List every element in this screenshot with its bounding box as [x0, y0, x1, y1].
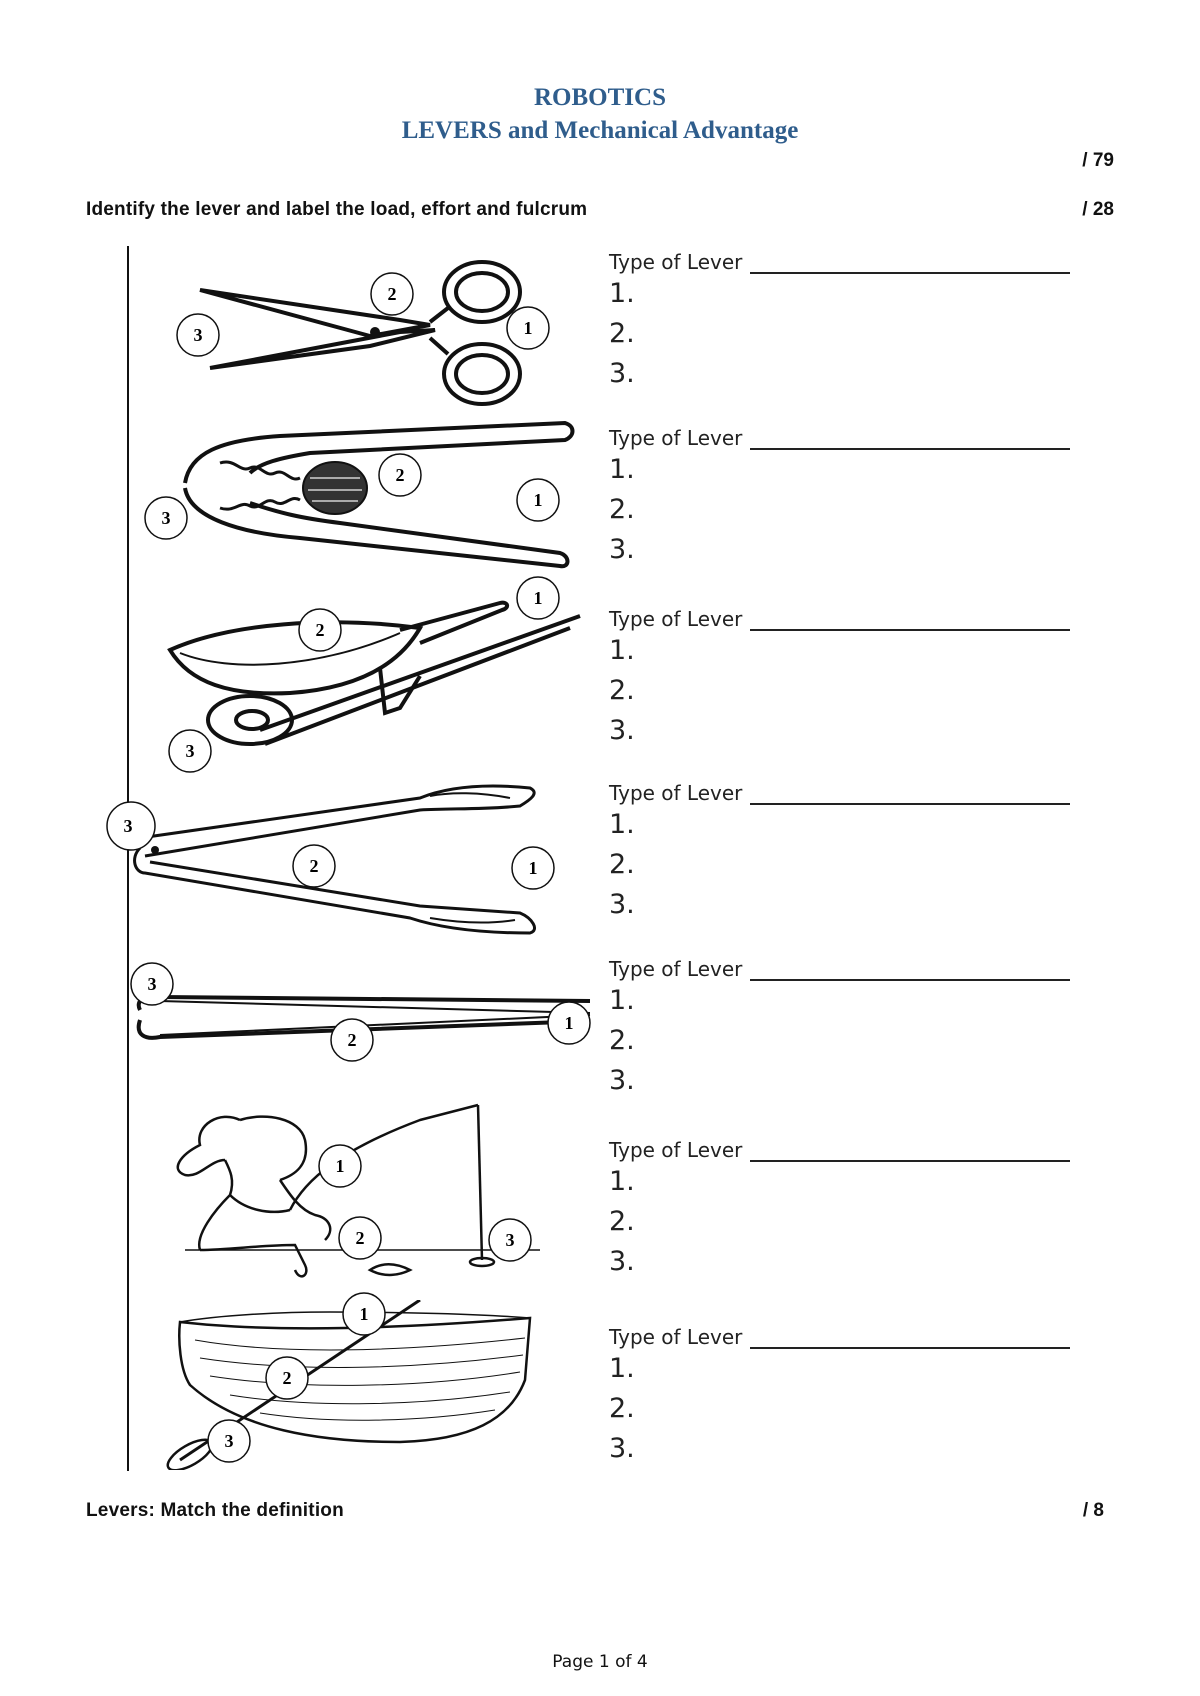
- answer-2[interactable]: 2.: [609, 849, 635, 880]
- total-score: / 79: [1082, 150, 1114, 171]
- answer-3[interactable]: 3.: [609, 1065, 635, 1096]
- answer-1[interactable]: 1.: [609, 985, 635, 1016]
- type-of-lever-blank[interactable]: [750, 1329, 1070, 1349]
- svg-text:2: 2: [315, 620, 325, 640]
- answer-1[interactable]: 1.: [609, 635, 635, 666]
- answer-2[interactable]: 2.: [609, 494, 635, 525]
- svg-text:1: 1: [359, 1304, 369, 1324]
- answer-2[interactable]: 2.: [609, 1206, 635, 1237]
- section-heading: Identify the lever and label the load, effort and fulcrum: [86, 199, 588, 220]
- svg-text:1: 1: [564, 1013, 574, 1033]
- svg-text:2: 2: [387, 284, 397, 304]
- answer-2[interactable]: 2.: [609, 675, 635, 706]
- answer-3[interactable]: 3.: [609, 889, 635, 920]
- callout-2: [266, 1357, 308, 1399]
- answer-1[interactable]: 1.: [609, 1166, 635, 1197]
- match-definition-score: / 8: [1082, 1500, 1104, 1521]
- answer-3[interactable]: 3.: [609, 1246, 635, 1277]
- callout-1: [343, 1293, 385, 1335]
- svg-text:3: 3: [193, 325, 203, 345]
- svg-text:1: 1: [533, 490, 543, 510]
- answer-3[interactable]: 3.: [609, 534, 635, 565]
- page-title: ROBOTICS: [534, 84, 666, 111]
- answer-block-7: [609, 1323, 1089, 1469]
- answer-1[interactable]: 1.: [609, 809, 635, 840]
- svg-text:3: 3: [161, 508, 171, 528]
- svg-text:3: 3: [123, 816, 133, 836]
- answer-3[interactable]: 3.: [609, 358, 635, 389]
- svg-text:2: 2: [347, 1030, 357, 1050]
- svg-text:2: 2: [355, 1228, 365, 1248]
- type-of-lever-label: Type of Lever: [609, 426, 743, 450]
- svg-text:2: 2: [282, 1368, 292, 1388]
- svg-text:3: 3: [224, 1431, 234, 1451]
- answer-2[interactable]: 2.: [609, 1025, 635, 1056]
- callout-3: [208, 1420, 250, 1462]
- svg-text:3: 3: [505, 1230, 515, 1250]
- svg-text:3: 3: [185, 741, 195, 761]
- type-of-lever-label: Type of Lever: [609, 1325, 743, 1349]
- match-definition-heading: Levers: Match the definition: [86, 1500, 344, 1521]
- answer-2[interactable]: 2.: [609, 1393, 635, 1424]
- answer-1[interactable]: 1.: [609, 1353, 635, 1384]
- svg-text:1: 1: [335, 1156, 345, 1176]
- type-of-lever-label: Type of Lever: [609, 957, 743, 981]
- svg-text:2: 2: [395, 465, 405, 485]
- answer-1[interactable]: 1.: [609, 278, 635, 309]
- svg-text:1: 1: [533, 588, 543, 608]
- section-score: / 28: [1082, 199, 1114, 220]
- page-number: Page 1 of 4: [552, 1652, 648, 1672]
- type-of-lever-label: Type of Lever: [609, 250, 743, 274]
- svg-text:1: 1: [523, 318, 533, 338]
- type-of-lever-label: Type of Lever: [609, 1138, 743, 1162]
- answer-3[interactable]: 3.: [609, 715, 635, 746]
- page-subtitle: LEVERS and Mechanical Advantage: [401, 117, 799, 144]
- answer-3[interactable]: 3.: [609, 1433, 635, 1464]
- type-of-lever-label: Type of Lever: [609, 781, 743, 805]
- answer-1[interactable]: 1.: [609, 454, 635, 485]
- svg-text:1: 1: [528, 858, 538, 878]
- type-of-lever-label: Type of Lever: [609, 607, 743, 631]
- svg-text:2: 2: [309, 856, 319, 876]
- answer-2[interactable]: 2.: [609, 318, 635, 349]
- svg-text:3: 3: [147, 974, 157, 994]
